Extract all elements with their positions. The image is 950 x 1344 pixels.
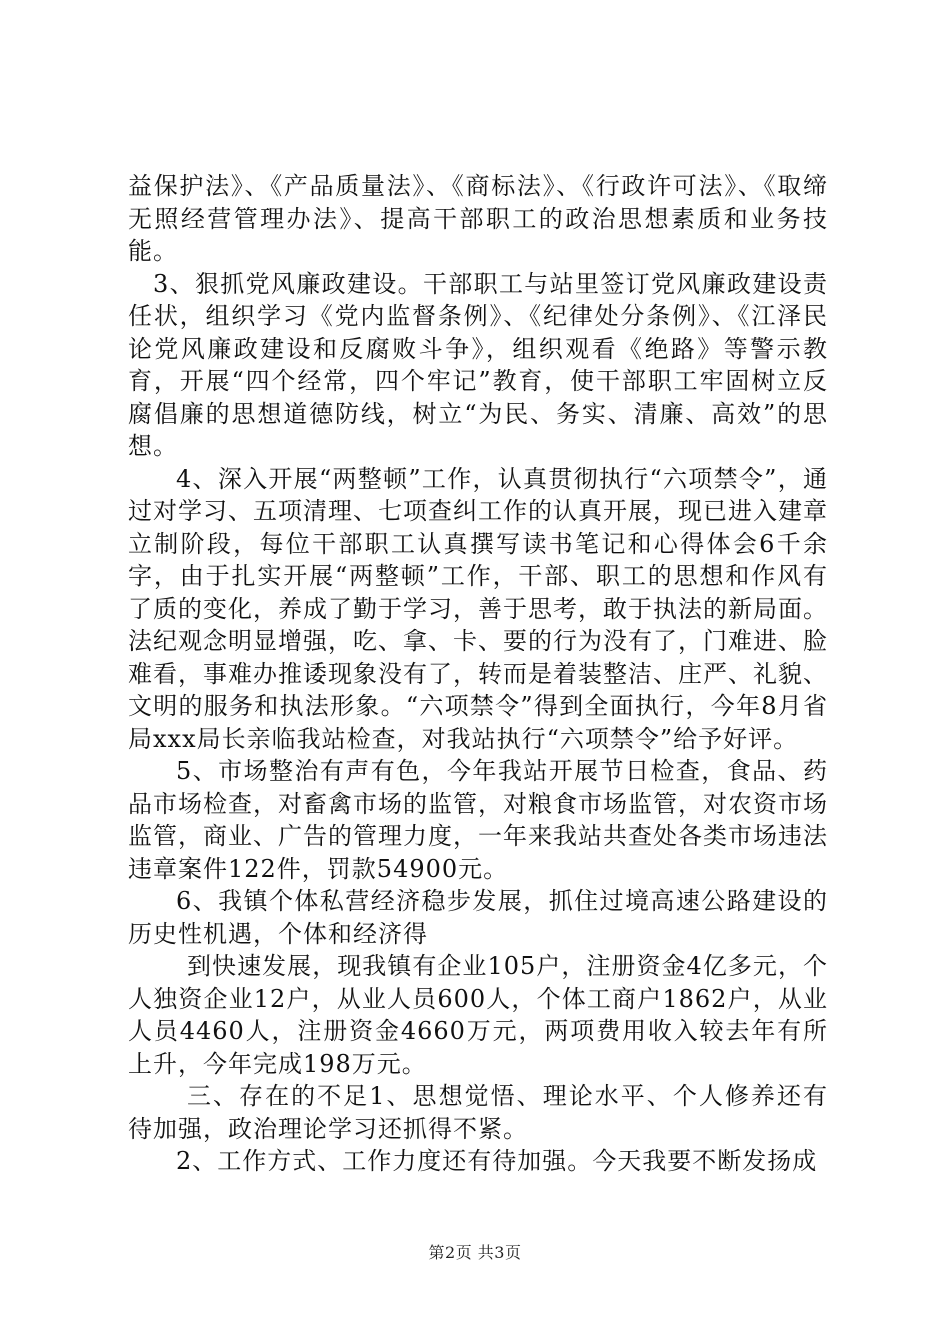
paragraph-item-4-rectification: 4、深入开展“两整顿”工作，认真贯彻执行“六项禁令”，通过对学习、五项清理、七项查纠工作的认真开展，现已进入建章立制阶段，每位干部职工认真撰写读书笔记和心得体会6千余字，由于扎实开展“两整顿”工作，干部、职工的思想和作风有了质的变化，养成了勤于学习，善于思考，敢于执法的新局面。法纪观念明显增强，吃、拿、卡、要的行为没有了，门难进、脸难看，事难办推诿现象没有了，转而是着装整洁、庄严、礼貌、文明的服务和执法形象。“六项禁令”得到全面执行，今年8月省局xxx局长亲临我站检查，对我站执行“六项禁令”给予好评。 <box>128 464 828 753</box>
paragraph-item-5-market: 5、市场整治有声有色，今年我站开展节日检查，食品、药品市场检查，对畜禽市场的监管，对粮食市场监管，对农资市场监管，商业、广告的管理力度，一年来我站共查处各类市场违法违章案件122件，罚款54900元。 <box>128 757 828 883</box>
paragraph-shortcomings: 三、存在的不足1、思想觉悟、理论水平、个人修养还有待加强，政治理论学习还抓得不紧。 <box>128 1082 828 1143</box>
paragraph-continued-laws: 益保护法》、《产品质量法》、《商标法》、《行政许可法》、《取缔无照经营管理办法》、提高干部职工的政治思想素质和业务技能。 <box>128 172 828 265</box>
document-body <box>128 170 828 1178</box>
paragraph-item-3-integrity: 3、狠抓党风廉政建设。干部职工与站里签订党风廉政建设责任状，组织学习《党内监督条例》、《纪律处分条例》、《江泽民论党风廉政建设和反腐败斗争》，组织观看《绝路》等警示教育，开展“四个经常，四个牢记”教育，使干部职工牢固树立反腐倡廉的思想道德防线，树立“为民、务实、清廉、高效”的思想。 <box>128 269 828 460</box>
paragraph-work-methods: 2、工作方式、工作力度还有待加强。今天我要不断发扬成 <box>176 1147 818 1175</box>
page-number-footer: 第2页 共3页 <box>428 1243 522 1262</box>
paragraph-enterprise-statistics: 到快速发展，现我镇有企业105户，注册资金4亿多元，个人独资企业12户，从业人员600人，个体工商户1862户，从业人员4460人，注册资金4660万元，两项费用收入较去年有所上升，今年完成198万元。 <box>128 952 828 1078</box>
paragraph-item-6-private-economy: 6、我镇个体私营经济稳步发展，抓住过境高速公路建设的历史性机遇，个体和经济得 <box>128 887 828 948</box>
